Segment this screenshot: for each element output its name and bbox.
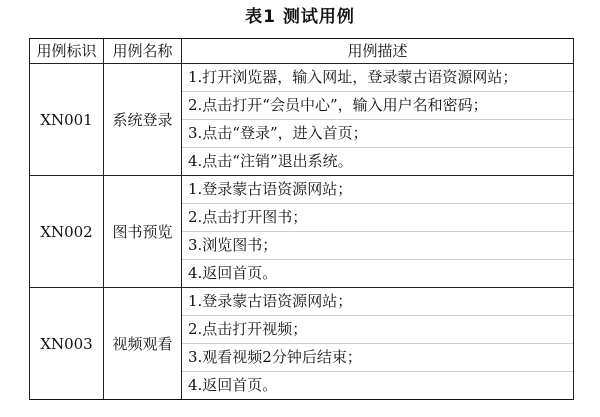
case-description-cell [182,64,574,176]
case-id-cell: XN002 [30,176,104,288]
table-header-row [30,39,574,64]
header-case-description: 用例描述 [182,39,574,64]
case-step: 3.观看视频2分钟后结束； [182,343,573,371]
case-step: 4.点击“注销”退出系统。 [182,147,573,175]
case-name-cell: 图书预览 [104,176,182,288]
case-id-cell: XN003 [30,288,104,400]
case-step: 1.打开浏览器，输入网址，登录蒙古语资源网站； [188,68,518,86]
case-description-cell [182,288,574,400]
case-step: 1.登录蒙古语资源网站； [188,180,353,198]
case-name-cell: 视频观看 [104,288,182,400]
test-case-table [29,38,574,400]
case-id-cell: XN001 [30,64,104,176]
case-step: 3.点击“登录”，进入首页； [182,119,573,147]
table-row [30,288,574,400]
header-case-id: 用例标识 [30,39,104,64]
case-step: 4.返回首页。 [182,371,573,399]
case-step: 2.点击打开图书； [182,203,573,231]
case-step: 2.点击打开视频； [182,315,573,343]
case-step: 4.返回首页。 [182,259,573,287]
table-caption: 表1 测试用例 [245,7,355,27]
table-row [30,176,574,288]
table-row [30,64,574,176]
case-name-cell: 系统登录 [104,64,182,176]
case-description-cell [182,176,574,288]
case-step: 2.点击打开“会员中心”，输入用户名和密码； [182,91,573,119]
case-step: 1.登录蒙古语资源网站； [188,292,353,310]
header-case-name: 用例名称 [104,39,182,64]
case-step: 3.浏览图书； [182,231,573,259]
